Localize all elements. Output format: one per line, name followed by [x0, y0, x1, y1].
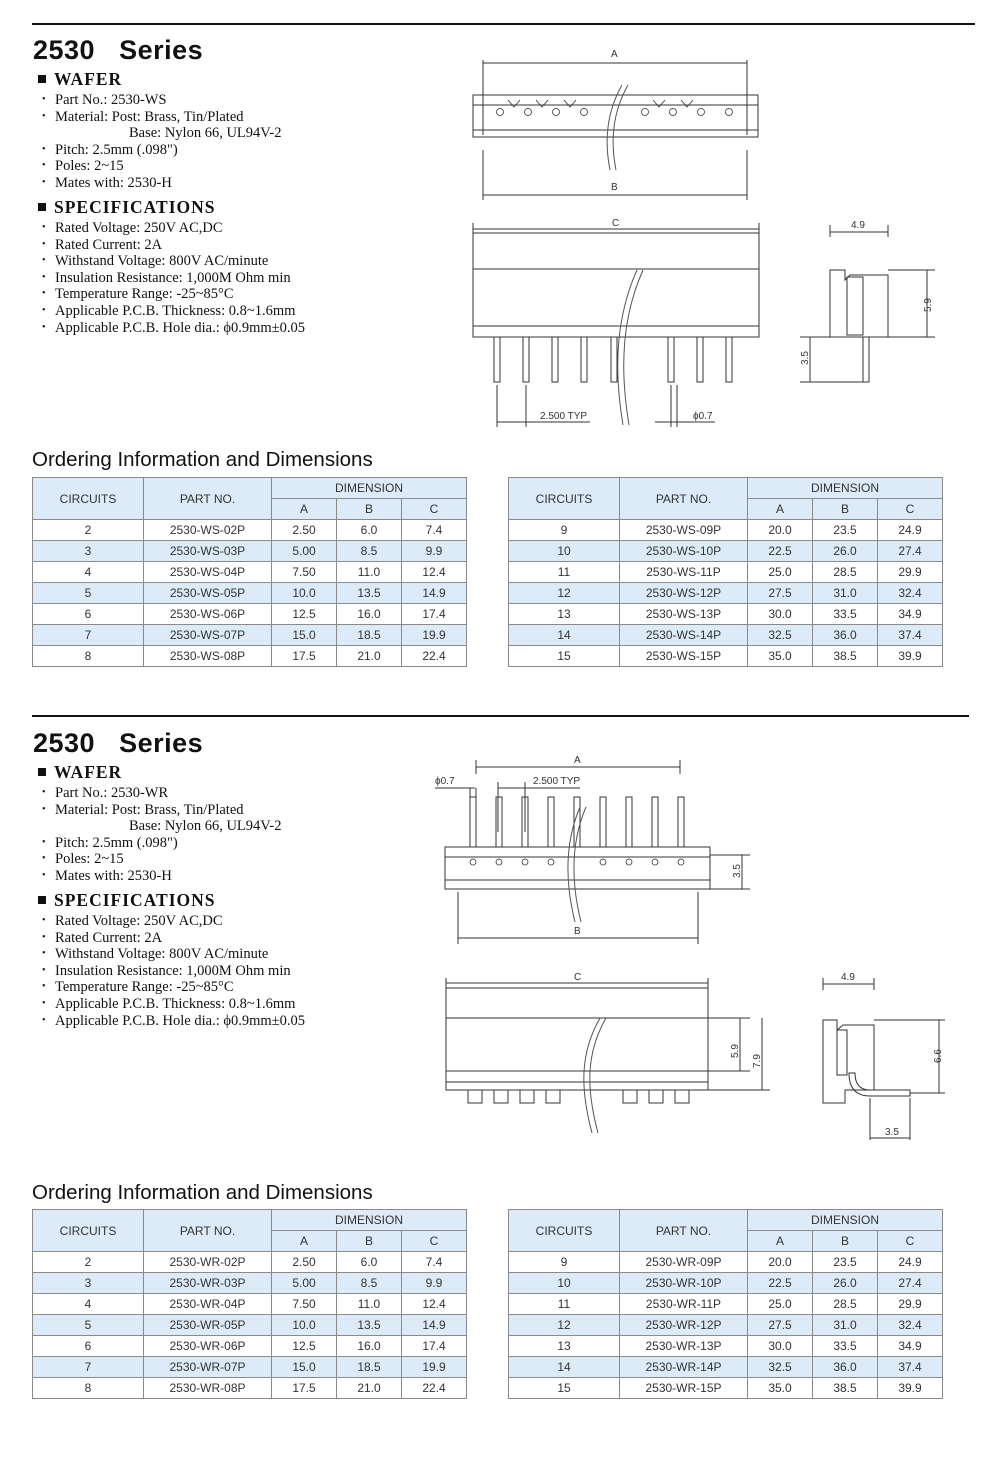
cell-part-no: 2530-WR-10P	[620, 1273, 748, 1294]
cell-c: 14.9	[402, 583, 467, 604]
dim-height2-label: 7.9	[752, 1054, 763, 1068]
dim-height3-label: 6.6	[933, 1049, 944, 1063]
cell-b: 33.5	[813, 1336, 878, 1357]
cell-a: 7.50	[272, 562, 337, 583]
cell-part-no: 2530-WS-05P	[144, 583, 272, 604]
dim-pin-label: 3.5	[732, 864, 743, 878]
cell-c: 19.9	[402, 625, 467, 646]
cell-part-no: 2530-WS-02P	[144, 520, 272, 541]
cell-c: 27.4	[878, 1273, 943, 1294]
cell-a: 30.0	[748, 1336, 813, 1357]
spec-line: • Withstand Voltage: 800V AC/minute	[34, 253, 305, 270]
cell-circuits: 7	[33, 625, 144, 646]
header-a: A	[272, 499, 337, 520]
spec-line: • Temperature Range: -25~85°C	[34, 286, 305, 303]
wafer-spec-list	[34, 92, 282, 192]
cell-a: 22.5	[748, 1273, 813, 1294]
spec-line: • Applicable P.C.B. Thickness: 0.8~1.6mm	[34, 996, 305, 1013]
specifications-heading: SPECIFICATIONS	[38, 197, 216, 218]
dim-a-label: A	[611, 49, 618, 60]
cell-b: 16.0	[337, 1336, 402, 1357]
cell-c: 19.9	[402, 1357, 467, 1378]
cell-b: 33.5	[813, 604, 878, 625]
cell-b: 23.5	[813, 1252, 878, 1273]
cell-circuits: 5	[33, 1315, 144, 1336]
cell-circuits: 8	[33, 646, 144, 667]
dim-width-label: 4.9	[851, 220, 865, 231]
cell-a: 25.0	[748, 1294, 813, 1315]
cell-circuits: 11	[509, 1294, 620, 1315]
table-row	[509, 1336, 943, 1357]
specifications-list	[34, 913, 305, 1029]
ordering-table-right	[508, 1209, 943, 1399]
spec-line: • Rated Current: 2A	[34, 237, 305, 254]
cell-circuits: 5	[33, 583, 144, 604]
square-bullet-icon	[38, 768, 46, 776]
specifications-list	[34, 220, 305, 336]
cell-a: 12.5	[272, 1336, 337, 1357]
cell-circuits: 14	[509, 625, 620, 646]
cell-circuits: 12	[509, 1315, 620, 1336]
cell-c: 37.4	[878, 625, 943, 646]
cell-c: 22.4	[402, 1378, 467, 1399]
cell-a: 12.5	[272, 604, 337, 625]
cell-c: 29.9	[878, 562, 943, 583]
wafer-heading: WAFER	[38, 69, 122, 90]
cell-circuits: 9	[509, 1252, 620, 1273]
header-b: B	[813, 1231, 878, 1252]
cell-part-no: 2530-WS-10P	[620, 541, 748, 562]
table-row	[33, 604, 467, 625]
dim-c-label: C	[612, 218, 620, 229]
wafer-spec-list	[34, 785, 282, 885]
cell-c: 29.9	[878, 1294, 943, 1315]
header-c: C	[878, 499, 943, 520]
cell-b: 36.0	[813, 625, 878, 646]
wr-top-view-drawing	[430, 752, 750, 947]
cell-b: 21.0	[337, 1378, 402, 1399]
table-row	[33, 1336, 467, 1357]
cell-b: 11.0	[337, 1294, 402, 1315]
cell-c: 37.4	[878, 1357, 943, 1378]
cell-c: 24.9	[878, 520, 943, 541]
header-c: C	[402, 499, 467, 520]
cell-b: 13.5	[337, 1315, 402, 1336]
ordering-table-left	[32, 477, 467, 667]
ordering-title: Ordering Information and Dimensions	[32, 448, 373, 471]
header-part-no: PART NO.	[144, 478, 272, 520]
cell-part-no: 2530-WR-14P	[620, 1357, 748, 1378]
dim-pin2-label: 3.5	[885, 1127, 899, 1138]
cell-a: 17.5	[272, 1378, 337, 1399]
cell-b: 18.5	[337, 1357, 402, 1378]
cell-a: 22.5	[748, 541, 813, 562]
table-row	[509, 1315, 943, 1336]
wafer-line: • Pitch: 2.5mm (.098")	[34, 142, 282, 159]
table-row	[33, 625, 467, 646]
table-header-row	[509, 478, 943, 499]
cell-a: 10.0	[272, 583, 337, 604]
cell-b: 6.0	[337, 520, 402, 541]
ws-front-view-drawing	[465, 215, 765, 430]
cell-a: 27.5	[748, 1315, 813, 1336]
series-title: 2530 Series	[33, 728, 204, 758]
cell-part-no: 2530-WR-02P	[144, 1252, 272, 1273]
dim-height-label: 5.9	[730, 1044, 741, 1058]
cell-c: 22.4	[402, 646, 467, 667]
cell-circuits: 2	[33, 1252, 144, 1273]
header-circuits: CIRCUITS	[509, 478, 620, 520]
cell-part-no: 2530-WR-12P	[620, 1315, 748, 1336]
cell-part-no: 2530-WR-15P	[620, 1378, 748, 1399]
cell-b: 38.5	[813, 646, 878, 667]
header-circuits: CIRCUITS	[33, 1210, 144, 1252]
cell-c: 39.9	[878, 646, 943, 667]
header-part-no: PART NO.	[144, 1210, 272, 1252]
cell-circuits: 4	[33, 1294, 144, 1315]
dim-b-label: B	[574, 926, 581, 937]
cell-a: 7.50	[272, 1294, 337, 1315]
square-bullet-icon	[38, 203, 46, 211]
cell-part-no: 2530-WS-07P	[144, 625, 272, 646]
cell-a: 27.5	[748, 583, 813, 604]
cell-a: 2.50	[272, 520, 337, 541]
table-row	[33, 1315, 467, 1336]
header-circuits: CIRCUITS	[33, 478, 144, 520]
cell-a: 17.5	[272, 646, 337, 667]
header-c: C	[402, 1231, 467, 1252]
table-row	[509, 646, 943, 667]
table-row	[509, 604, 943, 625]
cell-part-no: 2530-WR-13P	[620, 1336, 748, 1357]
cell-part-no: 2530-WR-08P	[144, 1378, 272, 1399]
spec-line: • Applicable P.C.B. Hole dia.: ϕ0.9mm±0.05	[34, 320, 305, 337]
cell-b: 18.5	[337, 625, 402, 646]
header-c: C	[878, 1231, 943, 1252]
table-row	[509, 1252, 943, 1273]
table-row	[33, 583, 467, 604]
specifications-heading: SPECIFICATIONS	[38, 890, 216, 911]
spec-line: • Temperature Range: -25~85°C	[34, 979, 305, 996]
spec-line: • Rated Voltage: 250V AC,DC	[34, 913, 305, 930]
cell-a: 15.0	[272, 625, 337, 646]
dim-b-label: B	[611, 182, 618, 193]
dim-width-label: 4.9	[841, 972, 855, 983]
cell-part-no: 2530-WR-06P	[144, 1336, 272, 1357]
section-divider	[32, 715, 969, 717]
cell-a: 2.50	[272, 1252, 337, 1273]
ws-top-view-drawing	[460, 40, 760, 200]
top-rule	[32, 23, 975, 25]
ws-side-view-drawing	[795, 215, 945, 390]
cell-a: 20.0	[748, 520, 813, 541]
cell-circuits: 14	[509, 1357, 620, 1378]
cell-b: 38.5	[813, 1378, 878, 1399]
cell-circuits: 7	[33, 1357, 144, 1378]
cell-circuits: 3	[33, 1273, 144, 1294]
dia-label: ϕ0.7	[435, 776, 455, 787]
cell-a: 15.0	[272, 1357, 337, 1378]
cell-part-no: 2530-WS-15P	[620, 646, 748, 667]
table-row	[509, 562, 943, 583]
cell-part-no: 2530-WS-09P	[620, 520, 748, 541]
cell-circuits: 3	[33, 541, 144, 562]
table-row	[33, 1273, 467, 1294]
header-b: B	[337, 1231, 402, 1252]
cell-part-no: 2530-WR-07P	[144, 1357, 272, 1378]
cell-c: 7.4	[402, 1252, 467, 1273]
cell-c: 9.9	[402, 541, 467, 562]
cell-part-no: 2530-WR-11P	[620, 1294, 748, 1315]
table-row	[33, 562, 467, 583]
table-row	[33, 646, 467, 667]
table-row	[509, 1273, 943, 1294]
wafer-line: • Material: Post: Brass, Tin/Plated	[34, 802, 282, 819]
cell-c: 39.9	[878, 1378, 943, 1399]
cell-part-no: 2530-WR-03P	[144, 1273, 272, 1294]
cell-part-no: 2530-WS-11P	[620, 562, 748, 583]
cell-circuits: 4	[33, 562, 144, 583]
table-row	[33, 1252, 467, 1273]
wafer-line: • Material: Post: Brass, Tin/Plated	[34, 109, 282, 126]
wafer-line: • Part No.: 2530-WR	[34, 785, 282, 802]
cell-c: 32.4	[878, 1315, 943, 1336]
cell-a: 25.0	[748, 562, 813, 583]
cell-part-no: 2530-WS-06P	[144, 604, 272, 625]
cell-c: 34.9	[878, 604, 943, 625]
cell-c: 27.4	[878, 541, 943, 562]
cell-b: 8.5	[337, 1273, 402, 1294]
cell-c: 24.9	[878, 1252, 943, 1273]
cell-a: 5.00	[272, 1273, 337, 1294]
header-part-no: PART NO.	[620, 478, 748, 520]
cell-part-no: 2530-WS-13P	[620, 604, 748, 625]
cell-b: 21.0	[337, 646, 402, 667]
header-a: A	[748, 499, 813, 520]
header-dimension: DIMENSION	[272, 1210, 467, 1231]
cell-b: 36.0	[813, 1357, 878, 1378]
header-dimension: DIMENSION	[272, 478, 467, 499]
cell-b: 16.0	[337, 604, 402, 625]
spec-line: • Insulation Resistance: 1,000M Ohm min	[34, 963, 305, 980]
dim-a-label: A	[574, 755, 581, 766]
table-row	[33, 1294, 467, 1315]
cell-circuits: 13	[509, 1336, 620, 1357]
ordering-table-left	[32, 1209, 467, 1399]
cell-a: 10.0	[272, 1315, 337, 1336]
table-row	[509, 541, 943, 562]
wafer-line: • Part No.: 2530-WS	[34, 92, 282, 109]
cell-part-no: 2530-WS-03P	[144, 541, 272, 562]
square-bullet-icon	[38, 896, 46, 904]
table-row	[509, 520, 943, 541]
table-row	[33, 1357, 467, 1378]
table-row	[509, 1378, 943, 1399]
cell-circuits: 6	[33, 1336, 144, 1357]
wafer-line: • Pitch: 2.5mm (.098")	[34, 835, 282, 852]
cell-c: 14.9	[402, 1315, 467, 1336]
wr-side-view-drawing	[815, 968, 955, 1143]
wafer-line: Base: Nylon 66, UL94V-2	[129, 818, 282, 835]
spec-line: • Applicable P.C.B. Thickness: 0.8~1.6mm	[34, 303, 305, 320]
cell-b: 28.5	[813, 562, 878, 583]
dim-pin-label: 3.5	[800, 351, 811, 365]
wafer-line: • Mates with: 2530-H	[34, 868, 282, 885]
cell-circuits: 10	[509, 541, 620, 562]
cell-b: 13.5	[337, 583, 402, 604]
cell-c: 9.9	[402, 1273, 467, 1294]
cell-circuits: 8	[33, 1378, 144, 1399]
wr-front-view-drawing	[440, 968, 780, 1138]
cell-b: 6.0	[337, 1252, 402, 1273]
table-row	[509, 583, 943, 604]
cell-circuits: 15	[509, 646, 620, 667]
spec-line: • Insulation Resistance: 1,000M Ohm min	[34, 270, 305, 287]
cell-b: 31.0	[813, 1315, 878, 1336]
dim-height-label: 5.9	[923, 298, 934, 312]
cell-a: 32.5	[748, 625, 813, 646]
wafer-heading: WAFER	[38, 762, 122, 783]
cell-part-no: 2530-WS-08P	[144, 646, 272, 667]
table-row	[33, 541, 467, 562]
cell-part-no: 2530-WR-04P	[144, 1294, 272, 1315]
cell-a: 20.0	[748, 1252, 813, 1273]
cell-circuits: 11	[509, 562, 620, 583]
cell-circuits: 10	[509, 1273, 620, 1294]
cell-b: 23.5	[813, 520, 878, 541]
spec-line: • Rated Voltage: 250V AC,DC	[34, 220, 305, 237]
header-a: A	[748, 1231, 813, 1252]
cell-part-no: 2530-WR-05P	[144, 1315, 272, 1336]
header-circuits: CIRCUITS	[509, 1210, 620, 1252]
cell-part-no: 2530-WR-09P	[620, 1252, 748, 1273]
cell-a: 35.0	[748, 646, 813, 667]
ordering-table-right	[508, 477, 943, 667]
cell-circuits: 15	[509, 1378, 620, 1399]
ordering-title: Ordering Information and Dimensions	[32, 1181, 373, 1204]
cell-circuits: 12	[509, 583, 620, 604]
dim-c-label: C	[574, 972, 582, 983]
cell-b: 31.0	[813, 583, 878, 604]
cell-circuits: 13	[509, 604, 620, 625]
wafer-line: • Mates with: 2530-H	[34, 175, 282, 192]
spec-line: • Applicable P.C.B. Hole dia.: ϕ0.9mm±0.05	[34, 1013, 305, 1030]
cell-c: 17.4	[402, 1336, 467, 1357]
header-dimension: DIMENSION	[748, 1210, 943, 1231]
cell-c: 7.4	[402, 520, 467, 541]
cell-b: 28.5	[813, 1294, 878, 1315]
cell-b: 26.0	[813, 541, 878, 562]
table-header-row	[33, 478, 467, 499]
wafer-line: • Poles: 2~15	[34, 851, 282, 868]
cell-c: 34.9	[878, 1336, 943, 1357]
table-row	[509, 1357, 943, 1378]
cell-a: 35.0	[748, 1378, 813, 1399]
cell-b: 26.0	[813, 1273, 878, 1294]
cell-c: 17.4	[402, 604, 467, 625]
cell-b: 11.0	[337, 562, 402, 583]
cell-part-no: 2530-WS-12P	[620, 583, 748, 604]
spec-line: • Withstand Voltage: 800V AC/minute	[34, 946, 305, 963]
header-part-no: PART NO.	[620, 1210, 748, 1252]
cell-c: 12.4	[402, 562, 467, 583]
header-a: A	[272, 1231, 337, 1252]
table-header-row	[33, 1210, 467, 1231]
header-dimension: DIMENSION	[748, 478, 943, 499]
cell-circuits: 2	[33, 520, 144, 541]
cell-part-no: 2530-WS-04P	[144, 562, 272, 583]
cell-part-no: 2530-WS-14P	[620, 625, 748, 646]
table-header-row	[509, 1210, 943, 1231]
cell-a: 5.00	[272, 541, 337, 562]
cell-a: 30.0	[748, 604, 813, 625]
cell-a: 32.5	[748, 1357, 813, 1378]
wafer-line: • Poles: 2~15	[34, 158, 282, 175]
series-title: 2530 Series	[33, 35, 204, 65]
pitch-label: 2.500 TYP	[540, 411, 588, 422]
cell-b: 8.5	[337, 541, 402, 562]
spec-line: • Rated Current: 2A	[34, 930, 305, 947]
header-b: B	[337, 499, 402, 520]
dia-label: ϕ0.7	[693, 411, 713, 422]
cell-circuits: 9	[509, 520, 620, 541]
wafer-line: Base: Nylon 66, UL94V-2	[129, 125, 282, 142]
cell-circuits: 6	[33, 604, 144, 625]
cell-c: 32.4	[878, 583, 943, 604]
table-row	[33, 1378, 467, 1399]
table-row	[509, 1294, 943, 1315]
cell-c: 12.4	[402, 1294, 467, 1315]
pitch-label: 2.500 TYP	[533, 776, 581, 787]
header-b: B	[813, 499, 878, 520]
square-bullet-icon	[38, 75, 46, 83]
table-row	[509, 625, 943, 646]
table-row	[33, 520, 467, 541]
